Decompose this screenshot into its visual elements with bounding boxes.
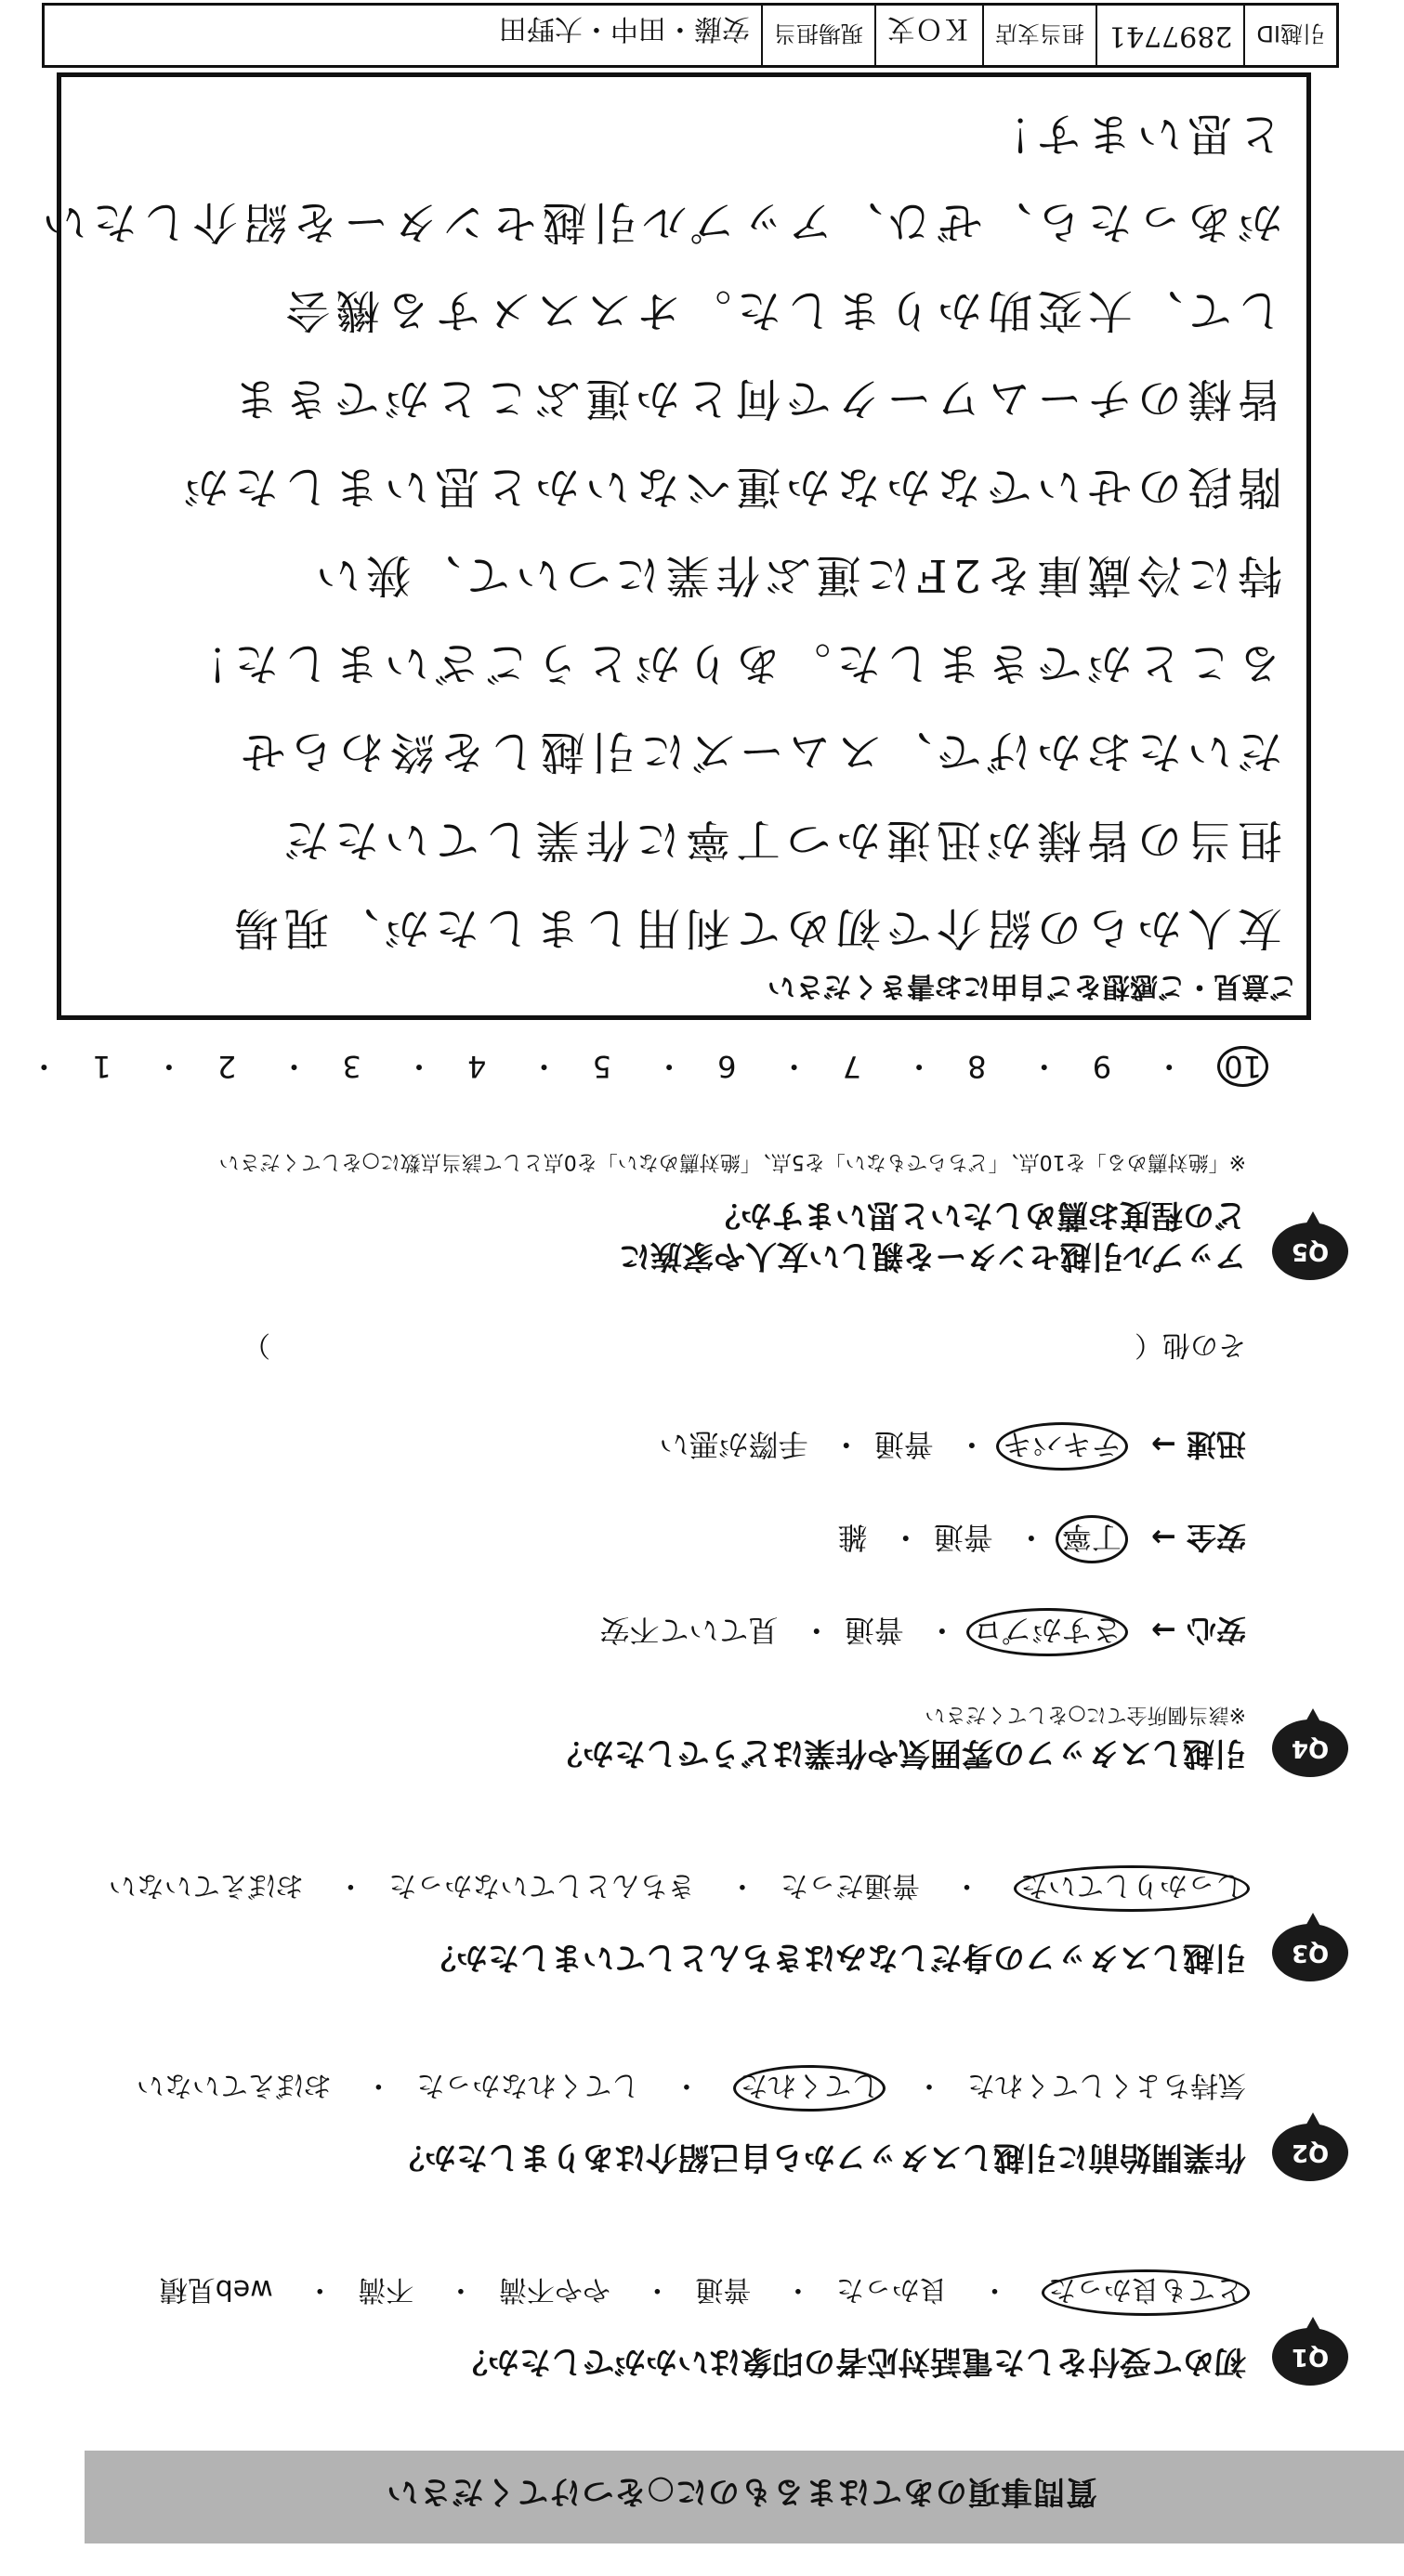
comment-line: 友人からの紹介で初めて利用しましたが、現場 xyxy=(228,902,1282,954)
q4-badge: Q4 xyxy=(1272,1720,1348,1777)
branch-label: 担当支店 xyxy=(982,6,1096,65)
q4-note: ※該当個所全てに○をしてください xyxy=(925,1703,1246,1726)
q4-option[interactable]: 手際が悪い xyxy=(659,1427,808,1462)
q3-option[interactable]: 普通だった xyxy=(780,1869,920,1902)
q5-score[interactable]: 7 xyxy=(842,1049,861,1084)
comment-title: ご意見・ご感想をご自由にお書きください xyxy=(768,970,1297,1002)
info-table xyxy=(42,3,1339,68)
q5-score[interactable]: 6 xyxy=(717,1049,737,1084)
q4-option[interactable]: 普通 xyxy=(873,1427,934,1462)
q2-options: 気持ちよくしてくれた・ してくれた ・ してくれなかった・ おぼえていない xyxy=(112,2065,1246,2112)
comment-line: ることができました。ありがとうございました！ xyxy=(177,637,1282,689)
q5-score[interactable]: 8 xyxy=(967,1049,987,1084)
q5-score[interactable]: 2 xyxy=(217,1049,237,1084)
comment-line: 皆様のチームワークで何とか運ぶことができま xyxy=(228,373,1282,425)
q5-text-2: どの程度お薦めしたいと思いますか？ xyxy=(709,1196,1246,1234)
q1-option[interactable]: 良かった xyxy=(835,2273,948,2306)
q5-score[interactable]: 3 xyxy=(342,1049,361,1084)
q1-option[interactable]: やや不満 xyxy=(498,2273,610,2306)
staff-value: 安藤・田中・大野田 xyxy=(498,12,750,45)
q4-option-selected[interactable]: テキパキ xyxy=(996,1422,1128,1471)
q2-option[interactable]: 気持ちよくしてくれた xyxy=(967,2069,1246,2101)
q5-score[interactable]: 4 xyxy=(467,1049,487,1084)
header-bar xyxy=(85,2451,1404,2543)
comment-line: 担当の皆様が迅速かつ丁寧に作業していただ xyxy=(278,814,1282,866)
q4-option[interactable]: 普通 xyxy=(933,1520,993,1555)
q5-score[interactable]: 9 xyxy=(1092,1049,1112,1084)
q3-option[interactable]: おぼえていない xyxy=(108,1869,304,1902)
q4-row-label: 安心 → xyxy=(1151,1613,1246,1648)
q3-options: しっかりしていた ・ 普通だった・ きちんとしていなかった・ おぼえていない xyxy=(85,1865,1246,1912)
comment-line: と思います！ xyxy=(980,108,1282,160)
q3-option-selected[interactable]: しっかりしていた xyxy=(1014,1865,1250,1912)
comment-line: して、大変助かりました。オススメする機会 xyxy=(280,284,1282,336)
q5-score-selected[interactable]: 10 xyxy=(1217,1046,1268,1087)
header-bar-text: 質問事項のあてはまるものに○をつけてください xyxy=(386,2473,1097,2510)
q3-option[interactable]: きちんとしていなかった xyxy=(388,1869,696,1902)
q4-row-jinsoku: 迅速 → テキパキ・ 普通・ 手際が悪い xyxy=(660,1422,1246,1471)
comment-line: があったら、ぜひ、アップル引越センターを紹介したい xyxy=(36,196,1282,248)
q5-text-1: アップル引越センターを親しい友人や家族に xyxy=(619,1237,1246,1275)
q1-badge: Q1 xyxy=(1272,2328,1348,2386)
q4-other[interactable]: その他（ ） xyxy=(243,1328,1246,1361)
q5-scale: 10・ 9・ 8・ 7・ 6・ 5・ 4・ 3・ 2・ 1・ xyxy=(0,1046,1265,1090)
q4-text: 引越しスタッフの雰囲気や作業はどうでしたか？ xyxy=(551,1734,1246,1772)
q1-option[interactable]: 不満 xyxy=(358,2273,414,2306)
q2-option[interactable]: おぼえていない xyxy=(136,2069,332,2101)
q4-row-label: 安全 → xyxy=(1151,1520,1246,1555)
q4-option[interactable]: 見ていて不安 xyxy=(599,1613,779,1648)
q1-options: とても良かった ・ 良かった・ 普通・ やや不満・ 不満・ web見積 xyxy=(136,2269,1246,2316)
q5-badge: Q5 xyxy=(1272,1223,1348,1280)
q4-option-selected[interactable]: さすがプロ xyxy=(966,1608,1128,1656)
q1-option[interactable]: 普通 xyxy=(695,2273,752,2306)
q4-row-label: 迅速 → xyxy=(1151,1427,1246,1462)
q2-option[interactable]: してくれなかった xyxy=(416,2069,640,2101)
q3-badge: Q3 xyxy=(1272,1924,1348,1981)
q4-option[interactable]: 雑 xyxy=(837,1520,868,1555)
q4-row-anzen: 安全 → 丁寧・ 普通・ 雑 xyxy=(838,1515,1246,1563)
q2-badge: Q2 xyxy=(1272,2124,1348,2181)
q4-row-anshin: 安心 → さすがプロ・ 普通・ 見ていて不安 xyxy=(600,1608,1246,1656)
q4-option-selected[interactable]: 丁寧 xyxy=(1056,1515,1128,1563)
q4-option[interactable]: 普通 xyxy=(844,1613,904,1648)
comment-line: だいたおかげで、スムーズに引越しを終わらせ xyxy=(235,726,1282,778)
comment-line: 階段のせいでなかなか運べないかと思いましたが xyxy=(177,461,1282,513)
staff-label: 現場担当 xyxy=(761,6,874,65)
q3-text: 引越しスタッフの身だしなみはきちんとしていましたか？ xyxy=(425,1939,1246,1976)
q1-option[interactable]: web見積 xyxy=(159,2273,273,2306)
q2-text: 作業開始前に引越しスタッフから自己紹介はありましたか？ xyxy=(393,2138,1246,2176)
q5-note: ※「絶対薦める」を10点、「どちらでもない」を5点、「絶対薦めない」を0点として該当点数に○をしてください xyxy=(218,1150,1246,1173)
branch-value: ＫＯ支 xyxy=(874,6,982,65)
q1-text: 初めて受付をした電話対応者の印象はいかがでしたか？ xyxy=(456,2343,1246,2380)
q5-score[interactable]: 5 xyxy=(592,1049,611,1084)
comment-box[interactable] xyxy=(36,72,1311,1020)
q5-score[interactable]: 1 xyxy=(92,1049,112,1084)
q2-option-selected[interactable]: してくれた xyxy=(733,2065,886,2112)
comment-line: 特に冷蔵庫を2Fに運ぶ作業について、狭い xyxy=(310,549,1282,601)
id-label: 引越ID xyxy=(1243,6,1336,65)
q1-option-selected[interactable]: とても良かった xyxy=(1042,2269,1250,2316)
id-value: 2897741 xyxy=(1096,6,1244,65)
